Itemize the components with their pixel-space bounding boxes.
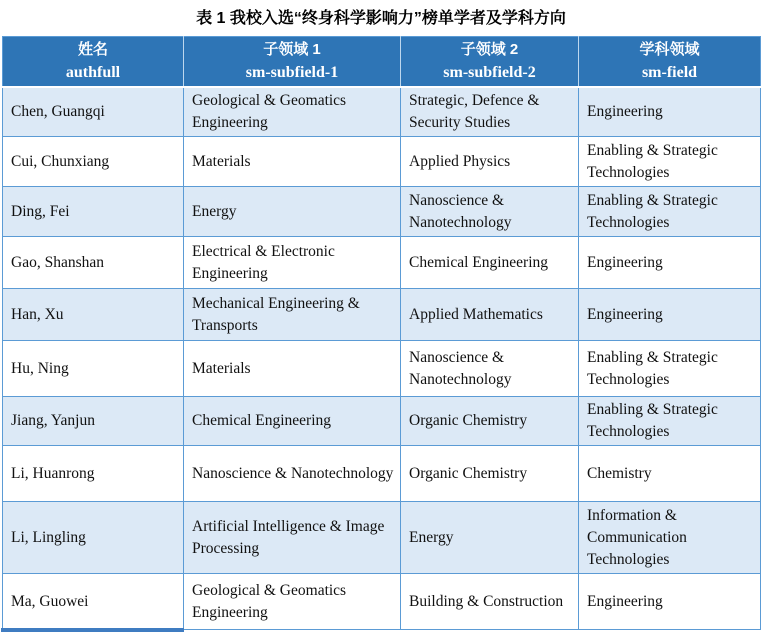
table-cell: Organic Chemistry bbox=[401, 446, 579, 502]
table-cell: Enabling & Strategic Technologies bbox=[579, 187, 761, 237]
table-cell: Enabling & Strategic Technologies bbox=[579, 397, 761, 446]
table-cell: Cui, Chunxiang bbox=[3, 137, 184, 187]
table-cell: Engineering bbox=[579, 289, 761, 341]
table-cell: Geological & Geomatics Engineering bbox=[184, 87, 401, 137]
table-cell: Energy bbox=[401, 502, 579, 574]
table-cell: Han, Xu bbox=[3, 289, 184, 341]
table-cell: Electrical & Electronic Engineering bbox=[184, 237, 401, 289]
column-header-sm-field bbox=[579, 37, 761, 87]
table-cell: Nanoscience & Nanotechnology bbox=[184, 446, 401, 502]
table-cell: Enabling & Strategic Technologies bbox=[579, 341, 761, 397]
table-body bbox=[3, 87, 761, 630]
table-cell: Geological & Geomatics Engineering bbox=[184, 574, 401, 630]
table-cell: Li, Huanrong bbox=[3, 446, 184, 502]
table-cell: Nanoscience & Nanotechnology bbox=[401, 341, 579, 397]
column-header-en-label: authfull bbox=[65, 64, 121, 82]
table-cell: Enabling & Strategic Technologies bbox=[579, 137, 761, 187]
table-cell: Chen, Guangqi bbox=[3, 87, 184, 137]
table-cell: Applied Physics bbox=[401, 137, 579, 187]
column-header-authfull bbox=[3, 37, 184, 87]
table-cell: Strategic, Defence & Security Studies bbox=[401, 87, 579, 137]
column-header-en-label: sm-subfield-2 bbox=[443, 64, 536, 82]
table-cell: Hu, Ning bbox=[3, 341, 184, 397]
table-cell: Applied Mathematics bbox=[401, 289, 579, 341]
table-cell: Information & Communication Technologies bbox=[579, 502, 761, 574]
table-cell: Ma, Guowei bbox=[3, 574, 184, 630]
table-cell: Energy bbox=[184, 187, 401, 237]
table-cell: Jiang, Yanjun bbox=[3, 397, 184, 446]
table-row bbox=[3, 187, 761, 237]
table-cell: Engineering bbox=[579, 237, 761, 289]
table-cell: Organic Chemistry bbox=[401, 397, 579, 446]
column-header-en-label: sm-field bbox=[641, 64, 698, 82]
table-head bbox=[3, 37, 761, 87]
table-cell: Materials bbox=[184, 341, 401, 397]
table-cell: Engineering bbox=[579, 574, 761, 630]
table-cell: Engineering bbox=[579, 87, 761, 137]
column-header-en-label: sm-subfield-1 bbox=[245, 64, 339, 82]
table-row bbox=[3, 574, 761, 630]
table-cell: Ding, Fei bbox=[3, 187, 184, 237]
table-row bbox=[3, 137, 761, 187]
table-row bbox=[3, 87, 761, 137]
table-cell: Materials bbox=[184, 137, 401, 187]
column-header-zh-label: 子领域 2 bbox=[460, 41, 519, 59]
scholars-table bbox=[2, 36, 761, 630]
table-cell: Chemical Engineering bbox=[401, 237, 579, 289]
table-cell: Chemical Engineering bbox=[184, 397, 401, 446]
table-cell: Building & Construction bbox=[401, 574, 579, 630]
next-row-sliver bbox=[1, 628, 184, 632]
table-cell: Li, Lingling bbox=[3, 502, 184, 574]
table-row bbox=[3, 341, 761, 397]
column-header-sm-subfield-1 bbox=[184, 37, 401, 87]
table-row bbox=[3, 397, 761, 446]
table-cell: Chemistry bbox=[579, 446, 761, 502]
table-row bbox=[3, 289, 761, 341]
column-header-zh-label: 子领域 1 bbox=[263, 41, 321, 59]
column-header-zh-label: 学科领域 bbox=[639, 41, 700, 59]
table-cell: Artificial Intelligence & Image Processing bbox=[184, 502, 401, 574]
table-cell: Gao, Shanshan bbox=[3, 237, 184, 289]
table-row bbox=[3, 237, 761, 289]
header-row bbox=[3, 37, 761, 87]
column-header-zh-label: 姓名 bbox=[77, 41, 108, 59]
table-row bbox=[3, 502, 761, 574]
table-row bbox=[3, 446, 761, 502]
table-cell: Nanoscience & Nanotechnology bbox=[401, 187, 579, 237]
table-cell: Mechanical Engineering & Transports bbox=[184, 289, 401, 341]
table-caption: 表 1 我校入选“终身科学影响力”榜单学者及学科方向 bbox=[196, 10, 566, 27]
column-header-sm-subfield-2 bbox=[401, 37, 579, 87]
